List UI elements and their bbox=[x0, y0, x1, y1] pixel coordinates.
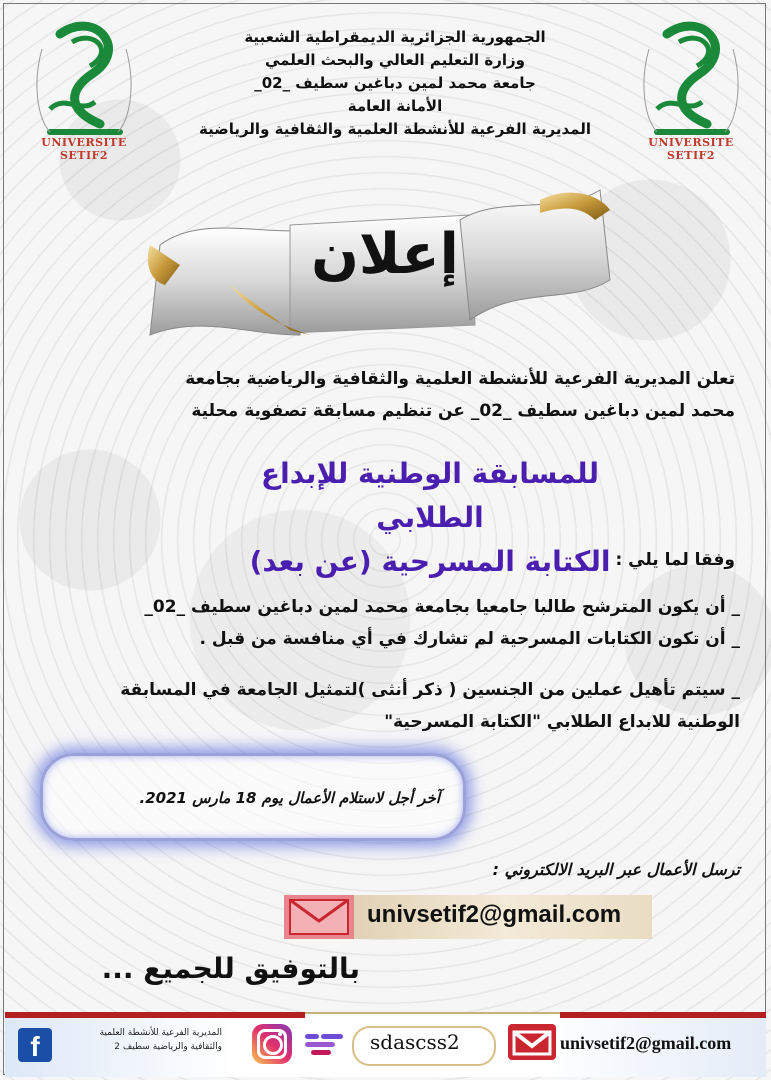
messenger-lines-icon bbox=[303, 1028, 347, 1060]
closing-message: بالتوفيق للجميع ... bbox=[101, 952, 360, 985]
header-directorate: المديرية الفرعية للأنشطة العلمية والثقافية والرياضية bbox=[198, 120, 592, 138]
instagram-icon[interactable] bbox=[252, 1024, 292, 1064]
footer-accent-right bbox=[560, 1012, 766, 1018]
facebook-icon[interactable]: f bbox=[18, 1028, 52, 1062]
condition-item: _ أن يكون المترشح طالبا جامعيا بجامعة محمد لمين دباغين سطيف _02_ bbox=[144, 597, 740, 617]
conditions-heading: وفقا لما يلي : bbox=[615, 550, 735, 570]
mail-icon bbox=[284, 895, 354, 939]
official-header bbox=[170, 26, 620, 141]
banner-title: إعلان bbox=[311, 222, 459, 287]
header-secretariat: الأمانة العامة bbox=[347, 97, 443, 115]
intro-paragraph bbox=[110, 363, 735, 427]
footer-directorate-line-1: المديرية الفرعية للأنشطة العلمية bbox=[99, 1028, 222, 1038]
footer-directorate-line-2: والثقافية والرياضية سطيف 2 bbox=[114, 1042, 222, 1052]
competition-line-2: الكتابة المسرحية (عن بعد) bbox=[249, 545, 611, 578]
condition-item: _ سيتم تأهيل عملين من الجنسين ( ذكر أنثى )لتمثيل الجامعة في المسابقة bbox=[120, 680, 740, 700]
logo-caption-right: UNIVERSITE SETIF2 bbox=[648, 136, 734, 162]
header-ministry: وزارة التعليم العالي والبحث العلمي bbox=[264, 51, 526, 69]
footer-accent-left bbox=[5, 1012, 305, 1018]
header-university: جامعة محمد لمين دباغين سطيف _02_ bbox=[254, 74, 536, 92]
submission-label: ترسل الأعمال عبر البريد الالكتروني : bbox=[492, 860, 740, 879]
university-logo-left bbox=[20, 14, 148, 164]
footer-directorate bbox=[64, 1026, 222, 1054]
condition-item: _ أن تكون الكتابات المسرحية لم تشارك في أي منافسة من قبل . bbox=[199, 629, 740, 649]
footer-handle[interactable]: sdascss2 bbox=[370, 1030, 460, 1054]
logo-emblem-icon bbox=[627, 14, 755, 144]
footer-mail-icon bbox=[508, 1024, 556, 1060]
condition-item-continued: الوطنية للابداع الطلابي "الكتابة المسرحية" bbox=[384, 712, 740, 732]
university-logo-right bbox=[627, 14, 755, 164]
intro-line-1: تعلن المديرية الفرعية للأنشطة العلمية والثقافية والرياضية بجامعة bbox=[185, 369, 735, 389]
logo-emblem-icon bbox=[20, 14, 148, 144]
submission-email-link[interactable]: univsetif2@gmail.com bbox=[367, 901, 622, 928]
header-republic: الجمهورية الجزائرية الديمقراطية الشعبية bbox=[244, 28, 546, 46]
logo-caption-left: UNIVERSITE SETIF2 bbox=[41, 136, 127, 162]
intro-line-2: محمد لمين دباغين سطيف _02_ عن تنظيم مسابقة تصفوية محلية bbox=[191, 401, 735, 421]
competition-line-1: للمسابقة الوطنية للإبداع الطلابي bbox=[261, 457, 599, 534]
deadline-text: آخر أجل لاستلام الأعمال يوم 18 مارس 2021. bbox=[139, 789, 440, 807]
footer-email[interactable]: univsetif2@gmail.com bbox=[560, 1033, 732, 1053]
